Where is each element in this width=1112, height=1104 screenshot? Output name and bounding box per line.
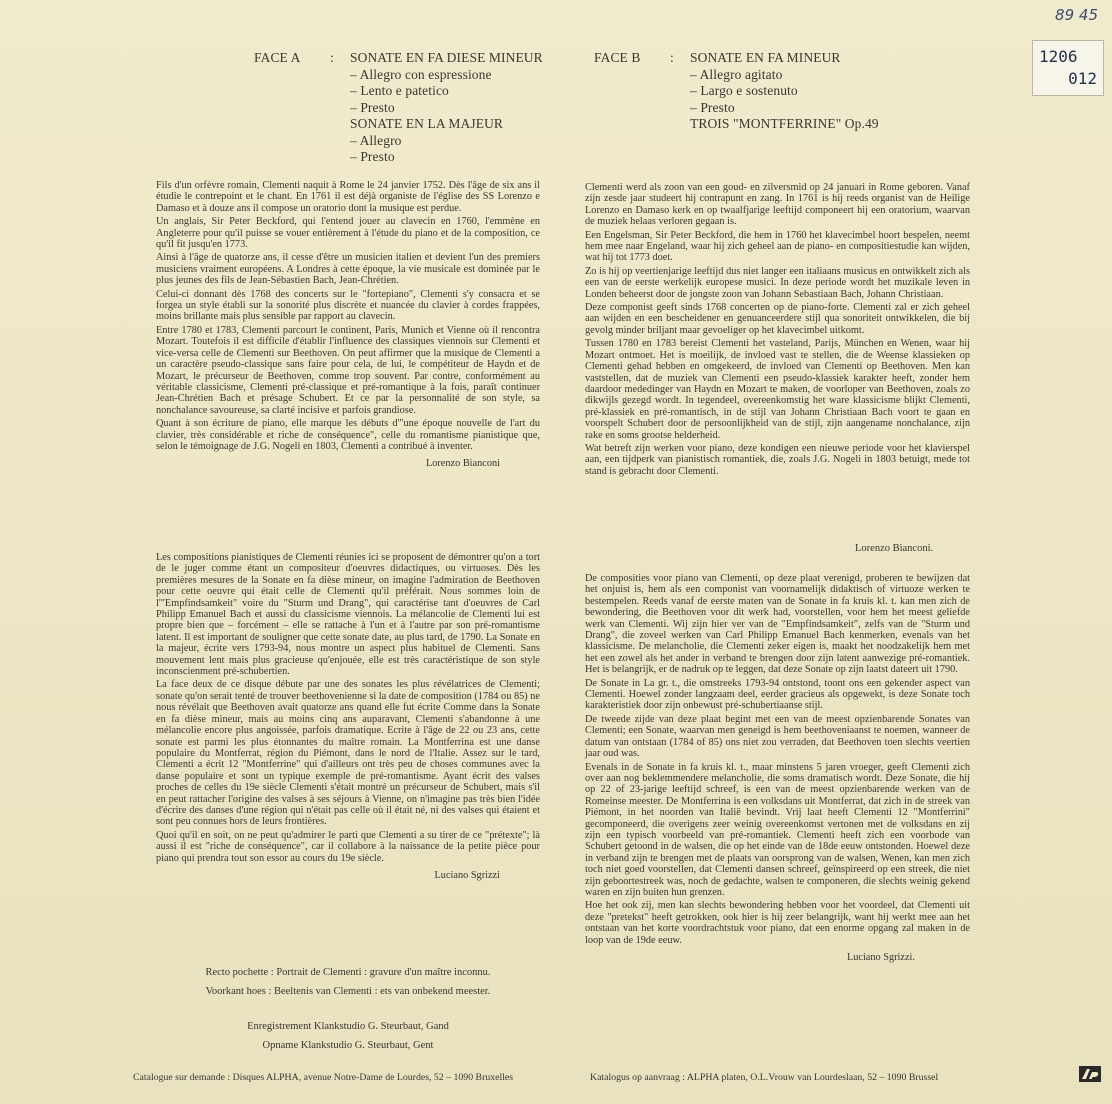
- paragraph: De Sonate in La gr. t., die omstreeks 1793-94 ontstond, toont ons een gekender aspect van Clementi. Hoewel zonder langzaam deel, eerder gracieus als opgewekt, is deze Sonate toch karakteristiek door zijn onbewust pré-schubertiaanse stijl.: [585, 677, 970, 712]
- paragraph: De composities voor piano van Clementi, op deze plaat verenigd, proberen te bewijzen dat het onjuist is, hem als een componist van voornamelijk didaktisch of virtuoze werken te bestempelen. Reeds vanaf de eerste maten van de Sonate in fa kruis kl. t. kan men zich de bewondering, die Beethoven voor dit werk had, voorstellen, voor hem het meest geliefde werk van Clementi. Wij zijn hier ver van de "Empfindsamkeit", zelfs van de "Sturm und Drang", die zoveel werken van Carl Philipp Emanuel Bach kenmerken, evenals van het klassicisme. De melancholie, die Clementi zeker eigen is, maakt het noodzakelijk hem met het een zowel als het ander in verband te brengen door zijn latent aanwezige pré-romantiek. Het is belangrijk, er de nadruk op te leggen, dat deze Sonate op zijn laatst dateert uit 1790.: [585, 573, 970, 676]
- catalogue-footer-fr: Catalogue sur demande : Disques ALPHA, avenue Notre-Dame de Lourdes, 52 – 1090 Bruxelles: [133, 1072, 514, 1083]
- paragraph: Les compositions pianistiques de Clementi réunies ici se proposent de démontrer qu'on a tort de le juger comme étant un compositeur d'oeuvres didactiques, ou virtuoses. Dès les premières mesures de la Sonate en fa dièse mineur, on imagine l'admiration de Beethoven pour cette oeuvre qui était celle de Clementi qu'il préférait. Nous sommes loin de l'"Empfindsamkeit" voire du "Sturm und Drang", qui caractérise tant d'oeuvres de Carl Philipp Emanuel Bach et aussi du classicisme viennois. La mélancolie de Clementi lui est propre bien que – forcément – elle se rattache à l'un et à l'autre par son pré-romantisme latent. Il est important de souligner que cette sonate date, au plus tard, de 1790. La Sonate en la majeur, écrite vers 1793-94, nous montre un aspect plus habituel de Clementi. Sans mouvement lent mais plus gracieuse qu'enjouée, elle est très caractéristique de son style inconscienment pré-schubertien.: [156, 552, 540, 678]
- face-a-movement: – Allegro con espressione: [350, 66, 492, 82]
- label-logo-icon: [1079, 1066, 1101, 1082]
- face-b-sonata-2: TROIS "MONTFERRINE" Op.49: [690, 116, 879, 131]
- paragraph: Deze componist geeft sinds 1768 concerten op de piano-forte. Clementi zal er zich geheel aan wijden en een bescheidener en genuanceerdere stijl qua sonoriteit ontwikkelen, die bij gevolg minder briljant maar gevoeliger op het klavecimbel uitkomt.: [585, 302, 970, 336]
- credit-line: Opname Klankstudio G. Steurbaut, Gent: [262, 1040, 434, 1051]
- paragraph: De tweede zijde van deze plaat begint met een van de meest opzienbarende Sonates van Clementi; een Sonate, waarvan men geneigd is hem beethoveniaanst te noemen, wanneer de datum van ontstaan (1784 of 85) ons niet zou verraden, dat Beethoven toen slechts veertien jaar oud was.: [585, 713, 970, 760]
- paragraph: Un anglais, Sir Peter Beckford, qui l'entend jouer au clavecin en 1760, l'emmène en Angleterre pour qu'il puisse se vouer entièrement à l'étude du piano et de la composition, ce qu'il fit jusqu'en 1773.: [156, 216, 540, 251]
- paragraph: Een Engelsman, Sir Peter Beckford, die hem in 1760 het klavecimbel hoort bespelen, neemt hem mee naar Engeland, waar hij zich geheel aan de piano- en compositiestudie kan wijden, wat hij tot 1773 doet.: [585, 229, 970, 264]
- paragraph: Quant à son écriture de piano, elle marque les débuts d'"une époque nouvelle de l'art du clavier, très considérable et riche de conséquence", celle du romantisme pianistique que, selon le témoignage de J.G. Nogeli en 1803, Clementi a contribué à inventer.: [156, 418, 540, 452]
- handwritten-note: 89 45: [1055, 6, 1098, 24]
- face-b-label: FACE B: [594, 50, 641, 65]
- face-a-movement: – Allegro: [350, 132, 402, 148]
- face-b-movement: – Presto: [690, 99, 735, 115]
- author-signature: Luciano Sgrizzi: [434, 869, 500, 881]
- credit-line: Voorkant hoes : Beeltenis van Clementi : ets van onbekend meester.: [205, 986, 491, 997]
- catalogue-footer-nl: Katalogus op aanvraag : ALPHA platen, O.L.Vrouw van Lourdeslaan, 52 – 1090 Brussel: [590, 1072, 939, 1083]
- dutch-commentary: [585, 573, 970, 963]
- paragraph: Clementi werd als zoon van een goud- en zilversmid op 24 januari in Rome geboren. Vanaf zijn zesde jaar studeert hij contrapunt en zang. In 1761 is hij reeds organist van de Heilige Lorenzo en Damaso kerk en op twaalfjarige leeftijd componeert hij een oratorium, waarvan de muziek helaas verloren gegaan is.: [585, 182, 970, 228]
- paragraph: Wat betreft zijn werken voor piano, deze kondigen een nieuwe periode voor het klavierspel aan, een tijdperk van pianistisch romantiek, die, zoals J.G. Nogeli in 1803 betuigt, mede tot stand is gebracht door Clementi.: [585, 442, 970, 477]
- french-commentary: [156, 552, 540, 881]
- author-signature: Lorenzo Bianconi.: [855, 543, 934, 554]
- cover-credits: [156, 966, 540, 998]
- face-a-sonata-2: SONATE EN LA MAJEUR: [350, 116, 504, 131]
- paragraph: Ainsi à l'âge de quatorze ans, il cesse d'être un musicien italien et devient l'un des premiers musiciens vraiment européens. A Londres à cette époque, la vie musicale est dominée par le plus jeunes des fils de Jean-Sébastien Bach, Jean-Chrétien.: [156, 252, 540, 287]
- face-a-label: FACE A: [254, 50, 301, 65]
- paragraph: Celui-ci donnant dès 1768 des concerts sur le "fortepiano", Clementi s'y consacra et se forgea un style établi sur la sonorité plus discrète et nuancée du clavier à cordes frappées, moins brillante mais plus sensible par rapport au clavecin.: [156, 288, 540, 323]
- face-a-sep: :: [330, 50, 334, 65]
- french-biography: [156, 180, 540, 470]
- sticker-subnumber: 012: [1068, 69, 1097, 88]
- paragraph: Zo is hij op veertienjarige leeftijd dus niet langer een italiaans musicus en ontwikkelt zich als een van de eerste werkelijk europese musici. In deze periode wordt het muzikale leven in Londen beheerst door de jongste zoon van Johann Sebastiaan Bach, Johann Christiaan.: [585, 265, 970, 300]
- catalog-sticker: [1032, 40, 1104, 96]
- paragraph: La face deux de ce disque débute par une des sonates les plus révélatrices de Clementi; sonate qu'on serait tenté de trouver beethovenienne si la date de composition (1784 ou 85) ne nous révélait que Beethoven avait quatorze ans quand elle fut écrite Comme dans la Sonate en fa dièse mineur, mais au moins cinq ans auparavant, Clementi s'abandonne à une mélancolie encore plus angoissée, parfois dramatique. Ecrite à l'âge de 22 ou 23 ans, cette sonate est parmi les plus étonnantes du maître romain. La Montferrina est une danse populaire du Montferrat, région du Piémont, dans le nord de l'Italie. Assez sur le tard, Clementi a écrit 12 "Montferrine" qui d'ailleurs ont très peu de choses communes avec la danse populaire et sont un typique exemple de pré-romantisme. Ayant écrit des valses proches de celles du 19e siècle Clementi s'était montré un précurseur de Schubert, mais s'il en peut rattacher l'origine des valses à ses séjours à Vienne, on n'imagine pas très bien l'idée d'écrire des danses d'une région qui n'était pas celle où il était né, ni des valses qui étaient et sont peu connues hors de leurs frontières.: [156, 679, 540, 828]
- face-b-sonata-1: SONATE EN FA MINEUR: [690, 50, 841, 65]
- face-b-program: [594, 50, 879, 133]
- paragraph: Fils d'un orfèvre romain, Clementi naquit à Rome le 24 janvier 1752. Dès l'âge de six ans il étudie le contrepoint et le chant. En 1761 il est déjà organiste de l'église des SS Lorenzo e Damaso et à douze ans il compose un oratorio dont la musique est perdue.: [156, 180, 540, 214]
- paragraph: Hoe het ook zij, men kan slechts bewondering hebben voor het voordeel, dat Clementi uit deze "pretekst" heeft getrokken, ook hier is hij zeer belangrijk, want hij werkt mee aan het ontstaan van het korte voordrachtstuk voor piano, dat een enorme opgang zal maken in de loop van de 19de eeuw.: [585, 900, 970, 946]
- paragraph: Entre 1780 et 1783, Clementi parcourt le continent, Paris, Munich et Vienne où il rencontra Mozart. Toutefois il est difficile d'établir l'influence des classiques viennois sur Clementi et vice-versa celle de Clementi sur Beethoven. On peut affirmer que la musique de Clementi a un caractère pseudo-classique sans faire pour cela, de lui, le compétiteur de Haydn et de Mozart, le précurseur de Beethoven, comme trop souvent. Par contre, conformément au véritable classicisme, Clementi pré-classique et pré-romantique à la fois, paraît continuer Jean-Chrétien Bach et présage Schubert. Et ce par la personnalité de son style, sa nonchalance savoureuse, sa clarté incisive et parfois grandiose.: [156, 324, 540, 416]
- face-b-sep: :: [670, 50, 674, 65]
- credit-line: Enregistrement Klankstudio G. Steurbaut, Gand: [247, 1021, 449, 1032]
- face-a-movement: – Presto: [350, 99, 395, 115]
- sticker-number: 1206: [1039, 47, 1078, 66]
- paragraph: Evenals in de Sonate in fa kruis kl. t., maar minstens 5 jaren vroeger, geeft Clementi zich over aan nog beklemmendere melancholie, die soms dramatisch wordt. Deze Sonate, die hij op 22 of 23-jarige leeftijd schreef, is een van de meest opzienbarende werken van de Romeinse meester. De Montferrina is een volksdans uit Montferrat, dat zich in de streek van Piémont, in het noorden van Italië bevindt. Vrij laat heeft Clementi 12 "Montferrini" gecomponeerd, die overigens zeer weinig overeenkomst vertonen met de volksdans en zij zijn een typisch voorbeeld van pré-romantiek. Clementi heeft zich een voorbode van Schubert getoond in de walsen, die op het einde van de 18de eeuw ontstonden. Hoewel deze in verband zijn te brengen met de plaats van oorsprong van de walsen, Wenen, kan men zich toch niet goed voorstellen, dat Clementi dansen schreef, geïnspireerd op een streek, die niet zijn geboortestreek was, noch de gedachte, walsen te componeren, die slechts weinig gekend waren en zijn buiten hun grenzen.: [585, 761, 970, 898]
- face-a-movement: – Presto: [350, 149, 395, 164]
- face-a-sonata-1: SONATE EN FA DIESE MINEUR: [350, 50, 543, 65]
- face-b-movement: – Largo e sostenuto: [690, 83, 798, 98]
- author-signature: Lorenzo Bianconi: [425, 458, 500, 470]
- dutch-biography: [585, 182, 970, 479]
- paragraph: Quoi qu'il en soit, on ne peut qu'admirer le parti que Clementi a su tirer de ce "prétexte"; là aussi il est "riche de conséquence", car il collabore à la naissance de la petite pièce pour piano qui prendra tout son essor au cours du 19e siècle.: [156, 829, 540, 864]
- paragraph: Tussen 1780 en 1783 bereist Clementi het vasteland, Parijs, München en Wenen, waar hij Mozart ontmoet. Het is moeilijk, de invloed vast te stellen, die de Weense klassieken op Clementi gehad hebben en omgekeerd, de invloed van Clementi op Beethoven. Men kan vaststellen, dat de muziek van Clementi een pseudo-klassiek karakter heeft, zonder hem daardoor mededinger van Haydn en Mozart te maken, de voorloper van Beethoven, zoals zo dikwijls gezegd wordt. In tegendeel, overeenkomstig het ware klassicisme blijkt Clementi, pré-klassiek en pré-romantisch, in de stijl van Johann Christiaan Bach voort te gaan en voorspelt Schubert door de persoonlijkheid van de stijl, zijn aangename nonchalance, zijn rake en soms grootse helderheid.: [585, 338, 970, 441]
- credit-line: Recto pochette : Portrait de Clementi : gravure d'un maître inconnu.: [205, 967, 491, 978]
- face-a-program: [254, 50, 543, 166]
- face-a-movement: – Lento e patetico: [350, 83, 449, 98]
- face-b-movement: – Allegro agitato: [690, 66, 783, 82]
- recording-credits: [156, 1020, 540, 1052]
- author-signature: Luciano Sgrizzi.: [846, 952, 915, 963]
